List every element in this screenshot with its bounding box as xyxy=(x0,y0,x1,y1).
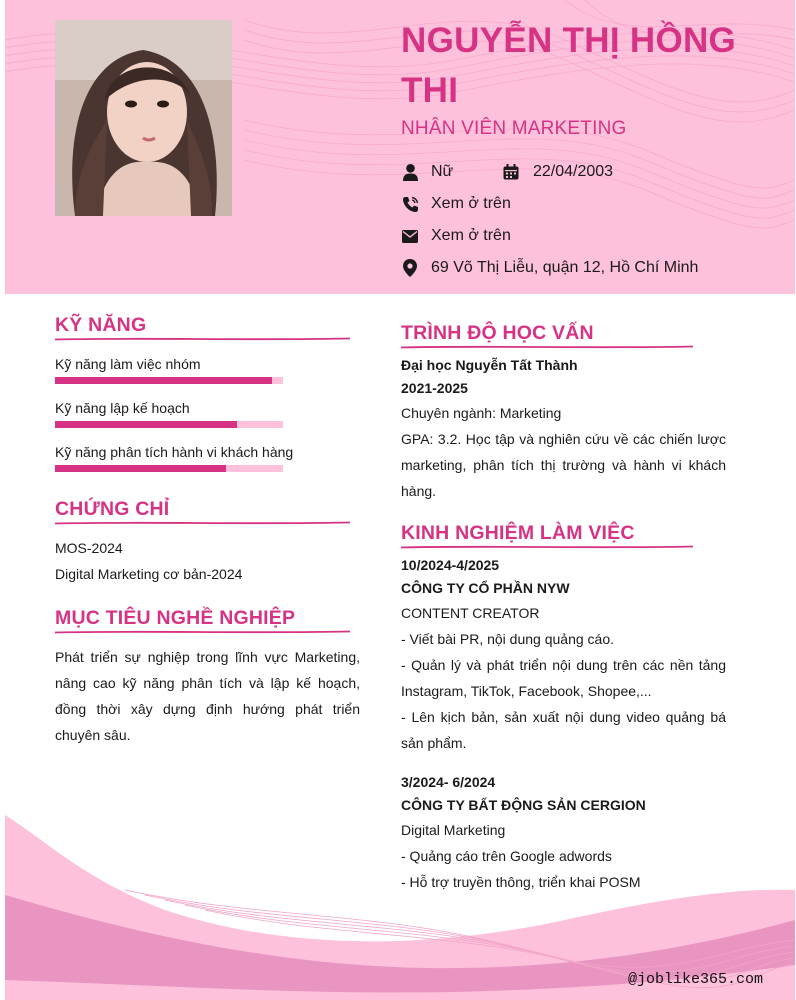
skill-bar-fill xyxy=(55,377,272,384)
phone-value: Xem ở trên xyxy=(431,195,511,212)
job-duty: - Lên kịch bản, sản xuất nội dung video quảng bá sản phẩm. xyxy=(401,709,726,751)
cv-page xyxy=(5,0,795,1000)
job-duty: - Viết bài PR, nội dung quảng cáo. xyxy=(401,631,615,647)
objective-heading: MỤC TIÊU NGHỀ NGHIỆP xyxy=(55,607,296,629)
dob-row xyxy=(502,161,613,183)
email-row xyxy=(401,225,511,247)
phone-row xyxy=(401,193,511,215)
objective-heading-underline xyxy=(55,629,350,635)
skills-heading-underline xyxy=(55,336,350,342)
certificates-heading: CHỨNG CHỈ xyxy=(55,498,170,520)
job-duty: - Hỗ trợ truyền thông, triển khai POSM xyxy=(401,874,641,890)
gender-row xyxy=(401,161,453,183)
skill-bar-fill xyxy=(55,465,226,472)
education-major: Chuyên ngành: Marketing xyxy=(401,405,562,421)
dob-value: 22/04/2003 xyxy=(533,163,614,180)
job-role: CONTENT CREATOR xyxy=(401,605,540,621)
address-value: 69 Võ Thị Liễu, quận 12, Hồ Chí Minh xyxy=(431,259,699,276)
candidate-job-title: NHÂN VIÊN MARKETING xyxy=(401,118,627,139)
candidate-name: NGUYỄN THỊ HỒNG THI xyxy=(401,21,737,110)
skill-label: Kỹ năng phân tích hành vi khách hàng xyxy=(55,444,294,460)
email-value: Xem ở trên xyxy=(431,227,511,244)
job-duty: - Quản lý và phát triển nội dung trên các nền tảng Instagram, TikTok, Facebook, Shopee,... xyxy=(401,657,726,699)
skill-bar xyxy=(55,377,283,384)
address-row xyxy=(401,257,698,279)
certificate-item: Digital Marketing cơ bản-2024 xyxy=(55,566,243,582)
skill-bar-fill xyxy=(55,421,237,428)
phone-icon xyxy=(401,195,419,213)
skill-label: Kỹ năng lập kế hoạch xyxy=(55,400,190,416)
skills-heading: KỸ NĂNG xyxy=(55,314,147,336)
job-company: CÔNG TY BẤT ĐỘNG SẢN CERGION xyxy=(401,797,646,813)
profile-photo xyxy=(55,20,232,216)
job-period: 3/2024- 6/2024 xyxy=(401,774,496,790)
skill-bar xyxy=(55,465,283,472)
cv-header xyxy=(5,0,795,294)
watermark-text: @joblike365.com xyxy=(627,971,763,988)
certificates-heading-underline xyxy=(55,520,350,526)
calendar-icon xyxy=(502,163,520,181)
education-years: 2021-2025 xyxy=(401,380,468,396)
gender-value: Nữ xyxy=(431,163,454,180)
experience-heading: KINH NGHIỆM LÀM VIỆC xyxy=(401,522,635,544)
person-icon xyxy=(401,163,419,181)
envelope-icon xyxy=(401,227,419,245)
skill-label: Kỹ năng làm việc nhóm xyxy=(55,356,201,372)
objective-text: Phát triển sự nghiệp trong lĩnh vực Marketing, nâng cao kỹ năng phân tích và lập kế hoạch, đồng thời xây dựng định hướng phát triển chuyên sâu. xyxy=(55,649,360,743)
job-company: CÔNG TY CỔ PHẦN NYW xyxy=(401,580,570,596)
job-period: 10/2024-4/2025 xyxy=(401,557,500,573)
experience-heading-underline xyxy=(401,544,693,550)
job-role: Digital Marketing xyxy=(401,822,506,838)
education-heading-underline xyxy=(401,344,693,350)
school-name: Đại học Nguyễn Tất Thành xyxy=(401,357,578,373)
job-duty: - Quảng cáo trên Google adwords xyxy=(401,848,612,864)
education-gpa: GPA: 3.2. Học tập và nghiên cứu về các chiến lược marketing, phân tích thị trường và hành vi khách hàng. xyxy=(401,431,726,499)
skill-bar xyxy=(55,421,283,428)
certificate-item: MOS-2024 xyxy=(55,540,123,556)
footer-wave-decoration xyxy=(5,800,795,1000)
map-pin-icon xyxy=(401,259,419,277)
education-heading: TRÌNH ĐỘ HỌC VẤN xyxy=(401,322,594,344)
